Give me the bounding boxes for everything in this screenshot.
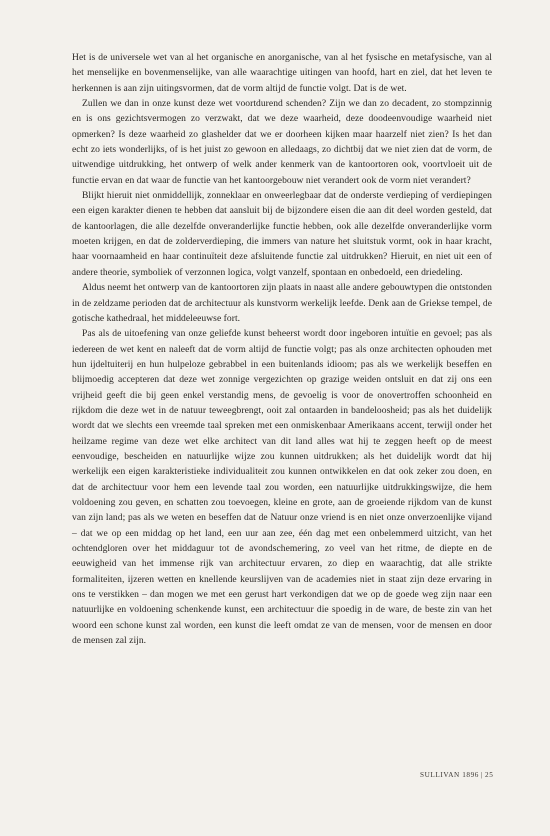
running-head: SULLIVAN 1896 [420,771,479,779]
page-number: 25 [485,771,494,779]
paragraph-1: Het is de universele wet van al het organische en anorganische, van al het fysische en metafysische, van al het menselijke en bovenmenselijke, van alle waarachtige uitingen van hoofd, hart en ziel, dat het leven te herkennen is aan zijn uitingsvormen, dat de vorm altijd de functie volgt. Dat is de wet. [72,52,492,94]
body-text [72,50,492,648]
page-footer [420,771,493,779]
paragraph-4: Aldus neemt het ontwerp van de kantoortoren zijn plaats in naast alle andere gebouwtypen die ontstonden in de zeldzame perioden dat de architectuur als kunstvorm werkelijk leefde. Denk aan de Griekse tempel, de gotische kathedraal, het middeleeuwse fort. [72,282,492,324]
footer-separator: | [480,771,484,779]
paragraph-5: Pas als de uitoefening van onze geliefde kunst beheerst wordt door ingeboren intuïtie en gevoel; pas als iedereen de wet kent en naleeft dat de vorm altijd de functie volgt; pas als onze architecten ophouden met hun ijdeltuiterij en hun hulpeloze gebrabbel in een buitenlands idioom; pas als we werkelijk beseffen en blijmoedig accepteren dat deze wet zonnige vergezichten op grazige weiden ontsluit en dat zij ons een vrijheid geeft die bij geen enkel verstandig mens, de gevoelig is voor de onovertroffen schoonheid en rijkdom die deze wet in de natuur teweegbrengt, ooit zal ontaarden in bandeloosheid; pas als het duidelijk wordt dat we slechts een vreemde taal spreken met een onmiskenbaar Amerikaans accent, terwijl onder het heilzame regime van deze wet elke architect van dit land alles wat hij te zeggen heeft op de meest eenvoudige, bescheiden en natuurlijke wijze zou kunnen uitdrukken; als het duidelijk wordt dat hij werkelijk een eigen karakteristieke individualiteit zou kunnen ontwikkelen en dat ook zeker zou doen, en dat de architectuur voor hem een levende taal zou worden, een natuurlijke uitdrukkingswijze, die hem voldoening zou geven, en schatten zou toevoegen, kleine en grote, aan de groeiende rijkdom van de kunst van zijn land; pas als we weten en beseffen dat de Natuur onze vriend is en niet onze onverzoenlijke vijand – dat we op een middag op het land, een uur aan zee, één dag met een onbelemmerd uitzicht, van het ochtendgloren over het middaguur tot de avondschemering, zo veel van het ritme, de diepte en de eeuwigheid van het immense rijk van architectuur ervaren, zo diep en waarachtig, dat alle strikte formaliteiten, ijzeren wetten en knellende keurslijven van de academies niet in staat zijn deze ervaring in ons te verstikken – dan mogen we met een gerust hart verkondigen dat we op de goede weg zijn naar een natuurlijke en voldoening schenkende kunst, een architectuur die spoedig in de ware, de beste zin van het woord een schone kunst zal worden, een kunst die leeft omdat ze van de mensen, voor de mensen en door de mensen zal zijn. [72,328,492,647]
paragraph-2: Zullen we dan in onze kunst deze wet voortdurend schenden? Zijn we dan zo decadent, zo stompzinnig en is ons gezichtsvermogen zo verzwakt, dat we deze waarheid, deze doodeenvoudige waarheid niet opmerken? Is deze waarheid zo glashelder dat we er doorheen kijken maar haarzelf niet zien? Is het dan echt zo iets wonderlijks, of is het juist zo gewoon en alledaags, zo dichtbij dat we niet zien dat de vorm, de uitwendige uitdrukking, het ontwerp of welk ander kenmerk van de kantoortoren ook, voortvloeit uit de functie ervan en dat waar de functie van het kantoorgebouw niet verandert ook de vorm niet verandert? [72,98,492,186]
paragraph-3: Blijkt hieruit niet onmiddellijk, zonneklaar en onweerlegbaar dat de onderste verdieping of verdiepingen een eigen karakter dienen te hebben dat aansluit bij de bijzondere eisen die aan dit deel worden gesteld, dat de kantoorlagen, die alle dezelfde onveranderlijke functie hebben, ook alle dezelfde onveranderlijke vorm moeten krijgen, en dat de zolderverdieping, die immers van nature het sluitstuk vormt, ook in haar kracht, haar voornaamheid en haar continuïteit deze afsluitende functie zal uitdrukken? Hieruit, en niet uit een of andere theorie, symboliek of verzonnen logica, volgt vanzelf, spontaan en onbedoeld, een driedeling. [72,190,492,278]
